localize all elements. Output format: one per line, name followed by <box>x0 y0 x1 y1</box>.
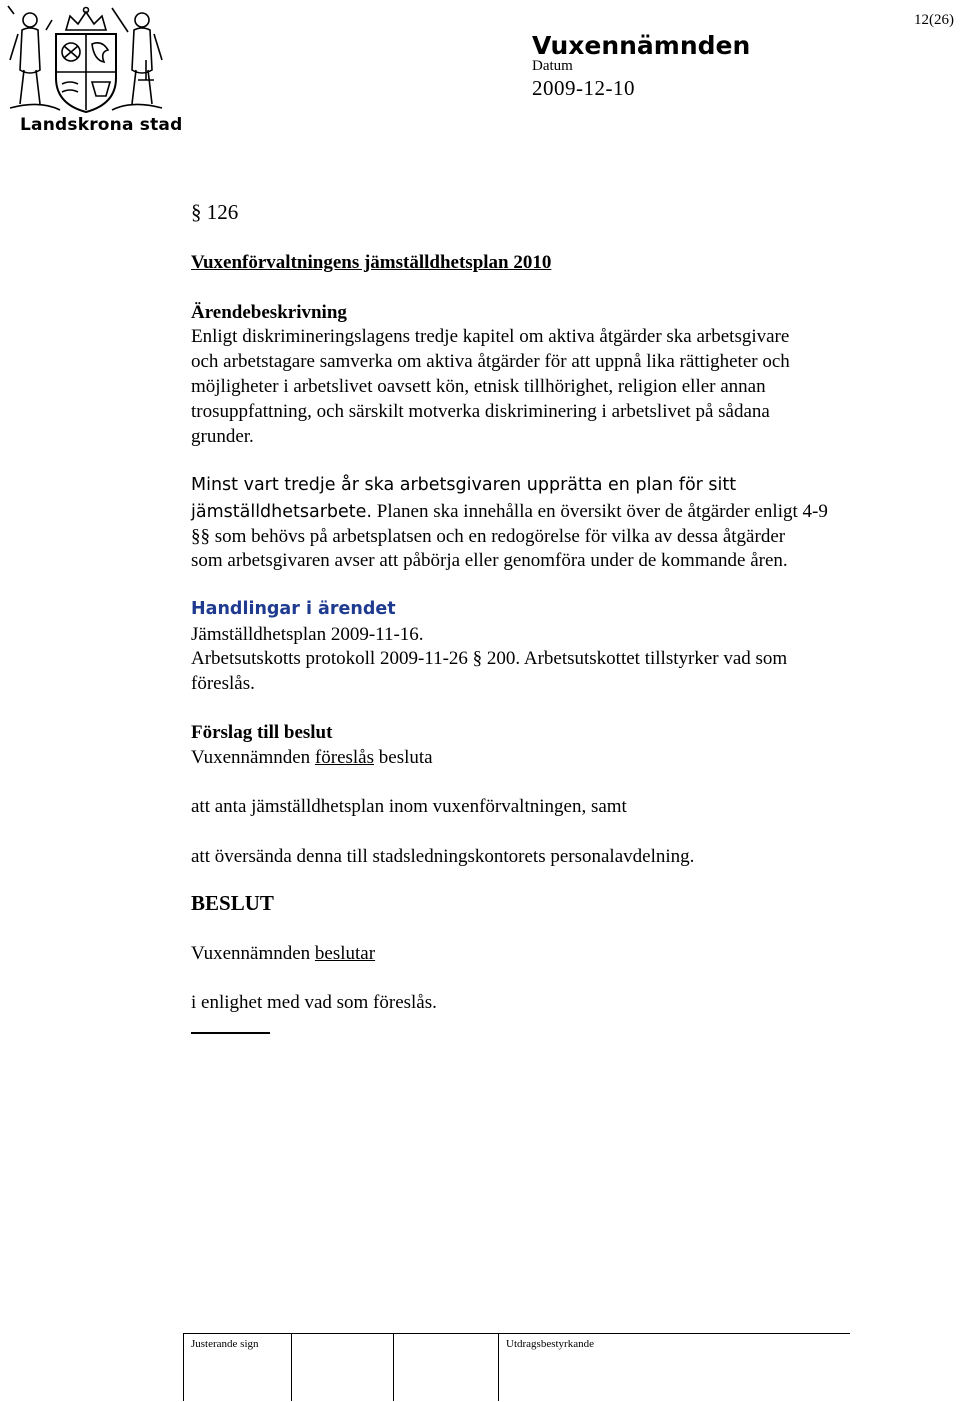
description-line: och arbetstagare samverka om aktiva åtgärder för att uppnå lika rättigheter och <box>191 351 790 372</box>
documents-line: Jämställdhetsplan 2009-11-16. <box>191 624 424 645</box>
section-title: Vuxenförvaltningens jämställdhetsplan 2010 <box>191 252 552 273</box>
documents-line: Arbetsutskotts protokoll 2009-11-26 § 200. Arbetsutskottet tillstyrker vad som <box>191 648 788 669</box>
description-line: grunder. <box>191 426 254 447</box>
logo-text: Landskrona stad <box>20 115 183 135</box>
decision-intro: Vuxennämnden beslutar <box>191 943 376 964</box>
proposal-intro: Vuxennämnden föreslås besluta <box>191 747 433 768</box>
description-line: möjligheter i arbetslivet oavsett kön, etnisk tillhörighet, religion eller annan <box>191 376 766 397</box>
documents-heading: Handlingar i ärendet <box>191 599 396 619</box>
date-label: Datum <box>532 58 573 74</box>
description-heading: Ärendebeskrivning <box>191 302 347 323</box>
end-rule <box>191 1032 270 1034</box>
organization-name: Vuxennämnden <box>532 31 751 60</box>
footer-divider <box>393 1333 394 1401</box>
footer-divider <box>183 1333 184 1401</box>
date-value: 2009-12-10 <box>532 76 635 100</box>
description-para2-line: §§ som behövs på arbetsplatsen och en redogörelse för vilka av dessa åtgärder <box>191 526 786 547</box>
section-number: § 126 <box>191 200 239 224</box>
proposal-item: att översända denna till stadsledningskontorets personalavdelning. <box>191 846 695 867</box>
footer-divider <box>291 1333 292 1401</box>
proposal-item: att anta jämställdhetsplan inom vuxenförvaltningen, samt <box>191 796 627 817</box>
description-para2-line: Minst vart tredje år ska arbetsgivaren upprätta en plan för sitt <box>191 475 737 495</box>
description-para2-line: jämställdhetsarbete. Planen ska innehålla en översikt över de åtgärder enligt 4-9 <box>191 501 828 522</box>
paragraph-symbol: §§ <box>191 526 210 547</box>
description-para2-line: som arbetsgivaren avser att påbörja eller genomföra under de kommande åren. <box>191 550 788 571</box>
description-line: trosuppfattning, och särskilt motverka diskriminering i arbetslivet på sådana <box>191 401 770 422</box>
proposal-heading: Förslag till beslut <box>191 722 333 743</box>
footer-label-utdrag: Utdragsbestyrkande <box>506 1338 594 1350</box>
paragraph-symbol: § <box>191 200 202 224</box>
footer-divider <box>498 1333 499 1401</box>
decision-heading: BESLUT <box>191 891 274 915</box>
description-line: Enligt diskrimineringslagens tredje kapitel om aktiva åtgärder ska arbetsgivare <box>191 326 790 347</box>
paragraph-symbol: § <box>472 648 483 669</box>
footer-label-justerande: Justerande sign <box>191 1338 259 1350</box>
decision-text: i enlighet med vad som föreslås. <box>191 992 437 1013</box>
page-number: 12(26) <box>914 12 954 28</box>
documents-line: föreslås. <box>191 673 255 694</box>
footer-rule <box>183 1333 850 1334</box>
